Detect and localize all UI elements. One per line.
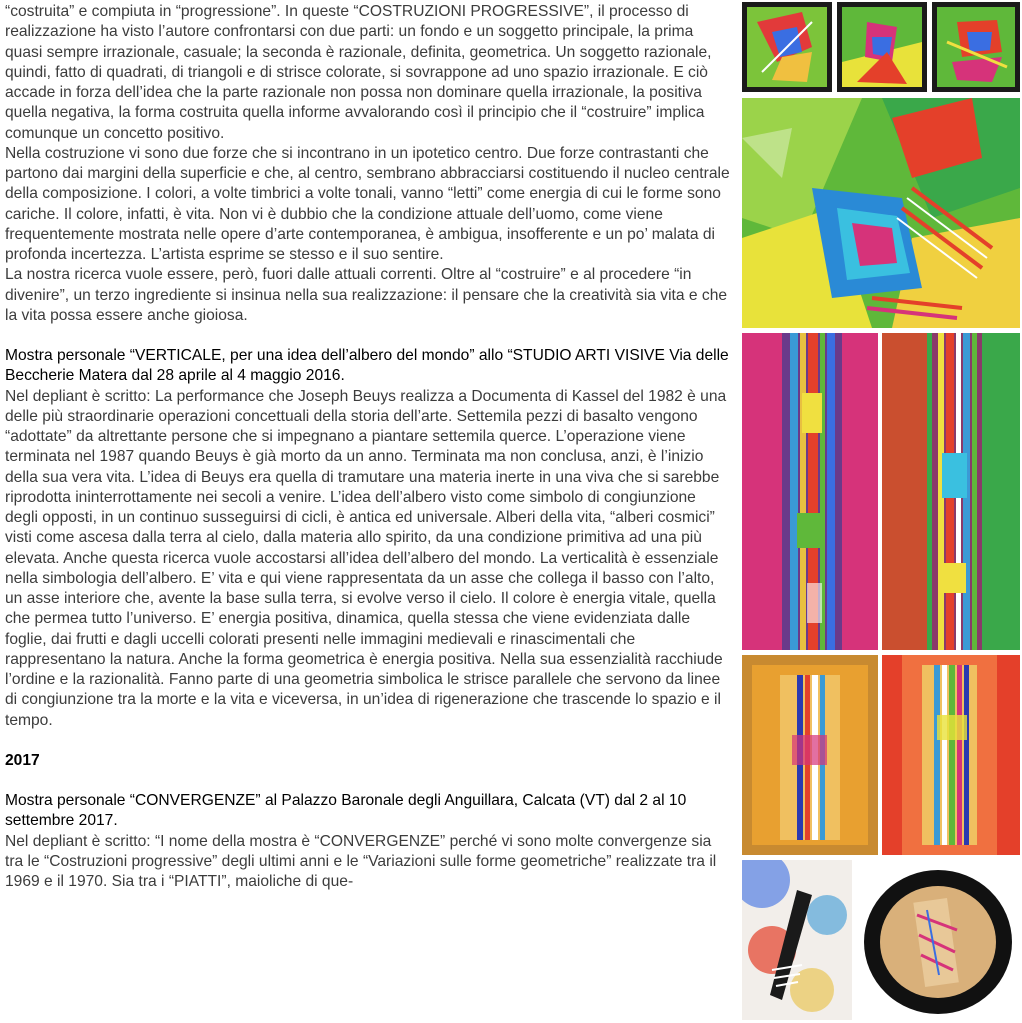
artwork-thumb-2 xyxy=(837,2,927,92)
artwork-convergenze-spray xyxy=(742,860,852,1020)
exhibition-convergenze-heading: Mostra personale “CONVERGENZE” al Palazzo Baronale degli Anguillara, Calcata (VT) dal 2 al 10 settembre 2017. xyxy=(5,792,687,830)
article-text xyxy=(5,2,733,892)
paragraph-costruzioni: “costruita” e compiuta in “progressione”. In queste “COSTRUZIONI PROGRESSIVE”, il processo di realizzazione ha visto l’autore confrontarsi con due parti: un fondo e un soggetto principale, la prima quasi sempre irrazionale, casuale; la seconda è razionale, definita, geometrica. Un soggetto razionale, quindi, fatto di quadrati, di triangoli e di strisce colorate, si sovrappone ad uno spazio irrazionale. E ciò accade in forza dell’idea che la parte razionale non possa non dominare quella irrazionale, la positiva quella negativa, la forma costruita quella informe avvalorando così il principio che il “costruire” implica comunque un concetto positivo. xyxy=(5,3,712,142)
artwork-ceramic-plate xyxy=(857,860,1020,1020)
paragraph-beuys: Nel depliant è scritto: La performance che Joseph Beuys realizza a Documenta di Kassel del 1982 è una delle più straordinarie operazioni concettuali della storia dell’arte. Settemila pezzi di basalto vengono “adottate” da altrettante persone che si impegnano a piantare settemila querce. L’operazione viene terminata nel 1987 quando Beuys è già morto da un anno. Terminata ma non conclusa, anzi, è l’inizio della sua vera vita. L’idea di Beuys era quella di tramutare una materia inerte in una viva che si sarebbe riprodotta ininterrottamente nei secoli a venire. L’idea dell’albero visto come simbolo di congiunzione degli opposti, in un continuo susseguirsi di cicli, è antica ed universale. Alberi della vita, “alberi cosmici” visti come ascesa dalla terra al cielo, dalla materia allo spirito, da una condizione primitiva ad una più elevata. Anche questa ricerca vuole accostarsi all’idea dell’albero del mondo. La verticalità è essenziale nella simbologia dell’albero. E’ vita e qui viene rappresentata da un asse che collega il basso con l’alto, un asse interiore che, avente la base sulla terra, si evolve verso il cielo. Il colore è energia vitale, quella che permea tutto l’universo. E’ energia positiva, dinamica, quella stessa che viene evidenziata dalle foglie, dai frutti e dagli uccelli colorati presenti nelle immagini medievali e rinascimentali che rappresentano la natura. Anche la forma geometrica è energia positiva. Nella sua essenzialità racchiude l’ordine e la razionalità. Fanno parte di una geometria simbolica le strisce parallele che servono da linee di congiunzione tra la morte e la vita e viceversa, in un’idea di rigenerazione che trascende lo spazio e il tempo. xyxy=(5,387,727,729)
artwork-verticale-orange xyxy=(742,655,878,855)
artwork-verticale-magenta xyxy=(742,333,878,650)
artwork-verticale-green xyxy=(882,333,1020,650)
artwork-verticale-red xyxy=(882,655,1020,855)
paragraph-convergenze: Nel depliant è scritto: “I nome della mostra è “CONVERGENZE” perché vi sono molte convergenze sia tra le “Costruzioni progressive” degli ultimi anni e le “Variazioni sulle forme geometriche” realizzate tra il 1969 e il 1970. Sia tra i “PIATTI”, maioliche di que- xyxy=(5,832,717,890)
artwork-costruzione-large xyxy=(742,98,1020,328)
artwork-gallery xyxy=(740,0,1022,1023)
exhibition-verticale-heading: Mostra personale “VERTICALE, per una idea dell’albero del mondo” allo “STUDIO ARTI VISIVE Via delle Beccherie Matera dal 28 aprile al 4 maggio 2016. xyxy=(5,347,729,385)
artwork-thumb-3 xyxy=(932,2,1020,92)
paragraph-ricerca: La nostra ricerca vuole essere, però, fuori dalle attuali correnti. Oltre al “costruire” e al procedere “in divenire”, un terzo ingrediente si insinua nella sua realizzazione: il pensare che la creatività sia vita e che la vita possa essere anche gioiosa. xyxy=(5,266,728,324)
artwork-thumb-1 xyxy=(742,2,832,92)
year-heading-2017: 2017 xyxy=(5,751,40,769)
paragraph-forze: Nella costruzione vi sono due forze che si incontrano in un ipotetico centro. Due forze contrastanti che partono dai margini della superficie e che, al centro, sembrano abbracciarsi costituendo il nucleo centrale della composizione. I colori, a volte timbrici a volte tonali, vanno “letti” come energia di cui le forme sono cariche. Il colore, infatti, è vita. Non vi è dubbio che la condizione attuale dell’uomo, come viene frequentemente mostrata nelle opere d’arte contemporanea, è ambigua, insofferente e un po’ malata di profonda incertezza. L’artista esprime se stesso e il suo sentire. xyxy=(5,144,730,263)
